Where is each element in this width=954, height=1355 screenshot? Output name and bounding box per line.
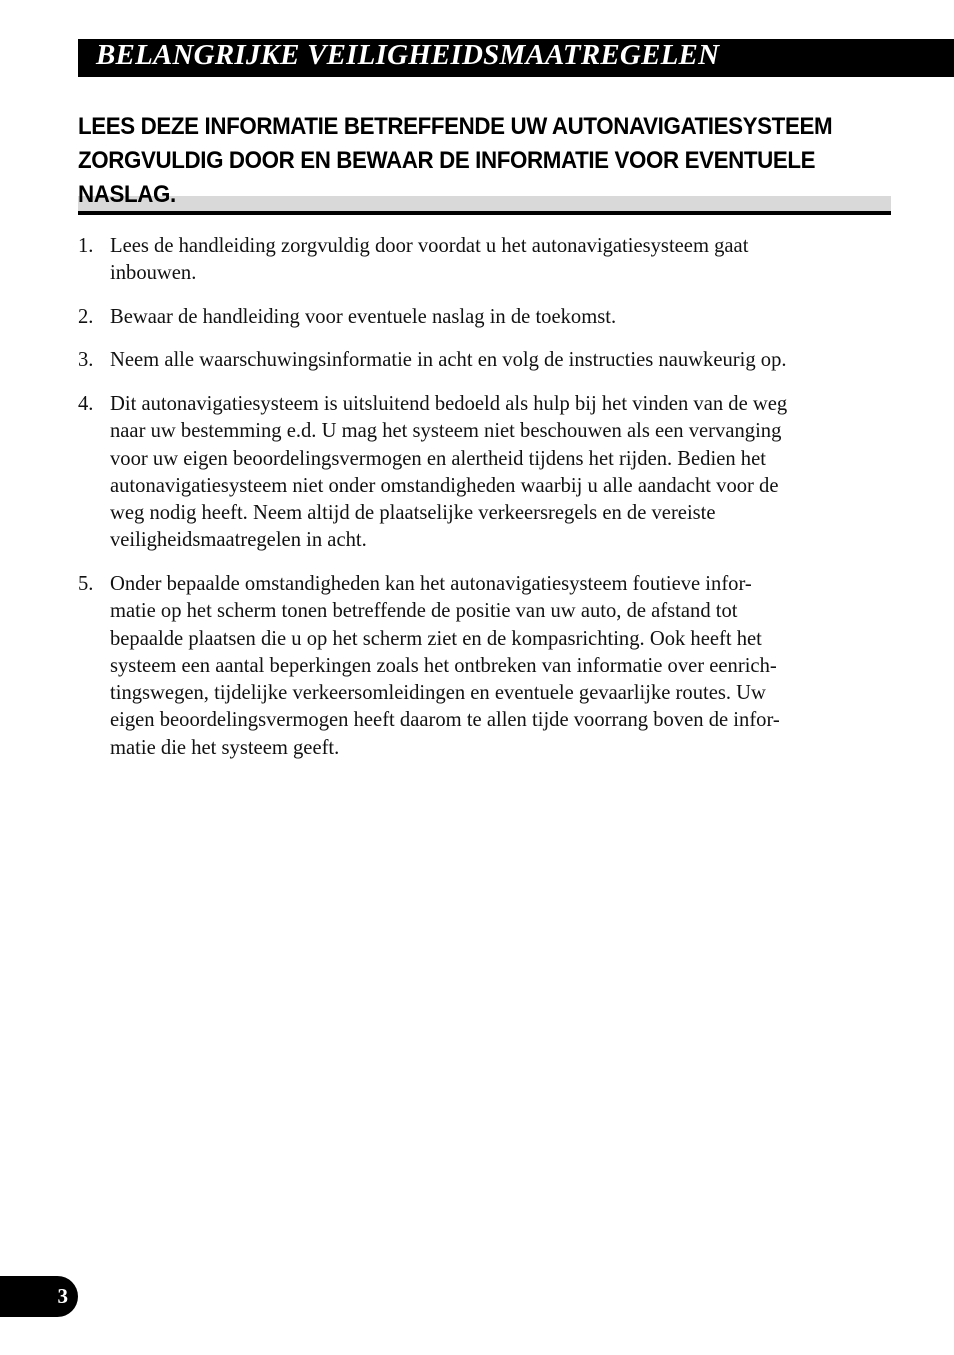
subtitle-heading: LEES DEZE INFORMATIE BETREFFENDE UW AUTONAVIGATIESYSTEEM ZORGVULDIG DOOR EN BEWAAR DE INFORMATIE VOOR EVENTUELE NASLAG. [78,113,833,208]
list-item-number: 3. [78,349,94,371]
list-item [78,391,868,555]
section-title: BELANGRIJKE VEILIGHEIDSMAATREGELEN [96,39,720,71]
list-item-line: Bewaar de handleiding voor eventuele naslag in de toekomst. [110,306,617,328]
section-title-bar [78,39,954,77]
list-item-number: 5. [78,573,94,595]
list-item-line: Dit autonavigatiesysteem is uitsluitend bedoeld als hulp bij het vinden van de weg [110,393,788,415]
page-number-tab [0,1276,78,1317]
list-item-line: Neem alle waarschuwingsinformatie in acht en volg de instructies nauwkeurig op. [110,349,787,371]
list-item-line: inbouwen. [110,262,197,285]
list-item-line: autonavigatiesysteem niet onder omstandigheden waarbij u alle aandacht voor de [110,474,779,497]
list-item [78,347,868,374]
list-item-line: matie op het scherm tonen betreffende de positie van uw auto, de afstand tot [110,600,738,623]
list-item-line: systeem een aantal beperkingen zoals het ontbreken van informatie over eenrich- [110,654,777,677]
list-item-line: matie die het systeem geeft. [110,736,340,759]
list-item-text [110,391,868,555]
list-item [78,304,868,331]
list-item-line: bepaalde plaatsen die u op het scherm ziet en de kompasrichting. Ook heeft het [110,627,762,650]
list-item-text [110,347,868,374]
list-item-number: 2. [78,306,94,328]
list-item-line: tingswegen, tijdelijke verkeersomleidingen en eventuele gevaarlijke routes. Uw [110,682,766,705]
list-item-line: naar uw bestemming e.d. U mag het systeem niet beschouwen als een vervanging [110,420,782,443]
list-item-line: weg nodig heeft. Neem altijd de plaatselijke verkeersregels en de vereiste [110,502,716,525]
list-item-line: voor uw eigen beoordelingsvermogen en alertheid tijdens het rijden. Bedien het [110,447,766,470]
page-number: 3 [57,1284,68,1308]
list-item-text [110,233,868,288]
list-item [78,571,868,762]
list-item-line: Lees de handleiding zorgvuldig door voordat u het autonavigatiesysteem gaat [110,235,749,257]
list-item-line: Onder bepaalde omstandigheden kan het autonavigatiesysteem foutieve infor- [110,573,752,595]
list-item [78,233,868,288]
list-item-number: 1. [78,235,94,257]
list-item-text [110,304,868,331]
list-item-line: veiligheidsmaatregelen in acht. [110,529,367,552]
list-item-line: eigen beoordelingsvermogen heeft daarom te allen tijde voorrang boven de infor- [110,709,780,732]
list-item-number: 4. [78,393,94,415]
list-item-text [110,571,868,762]
